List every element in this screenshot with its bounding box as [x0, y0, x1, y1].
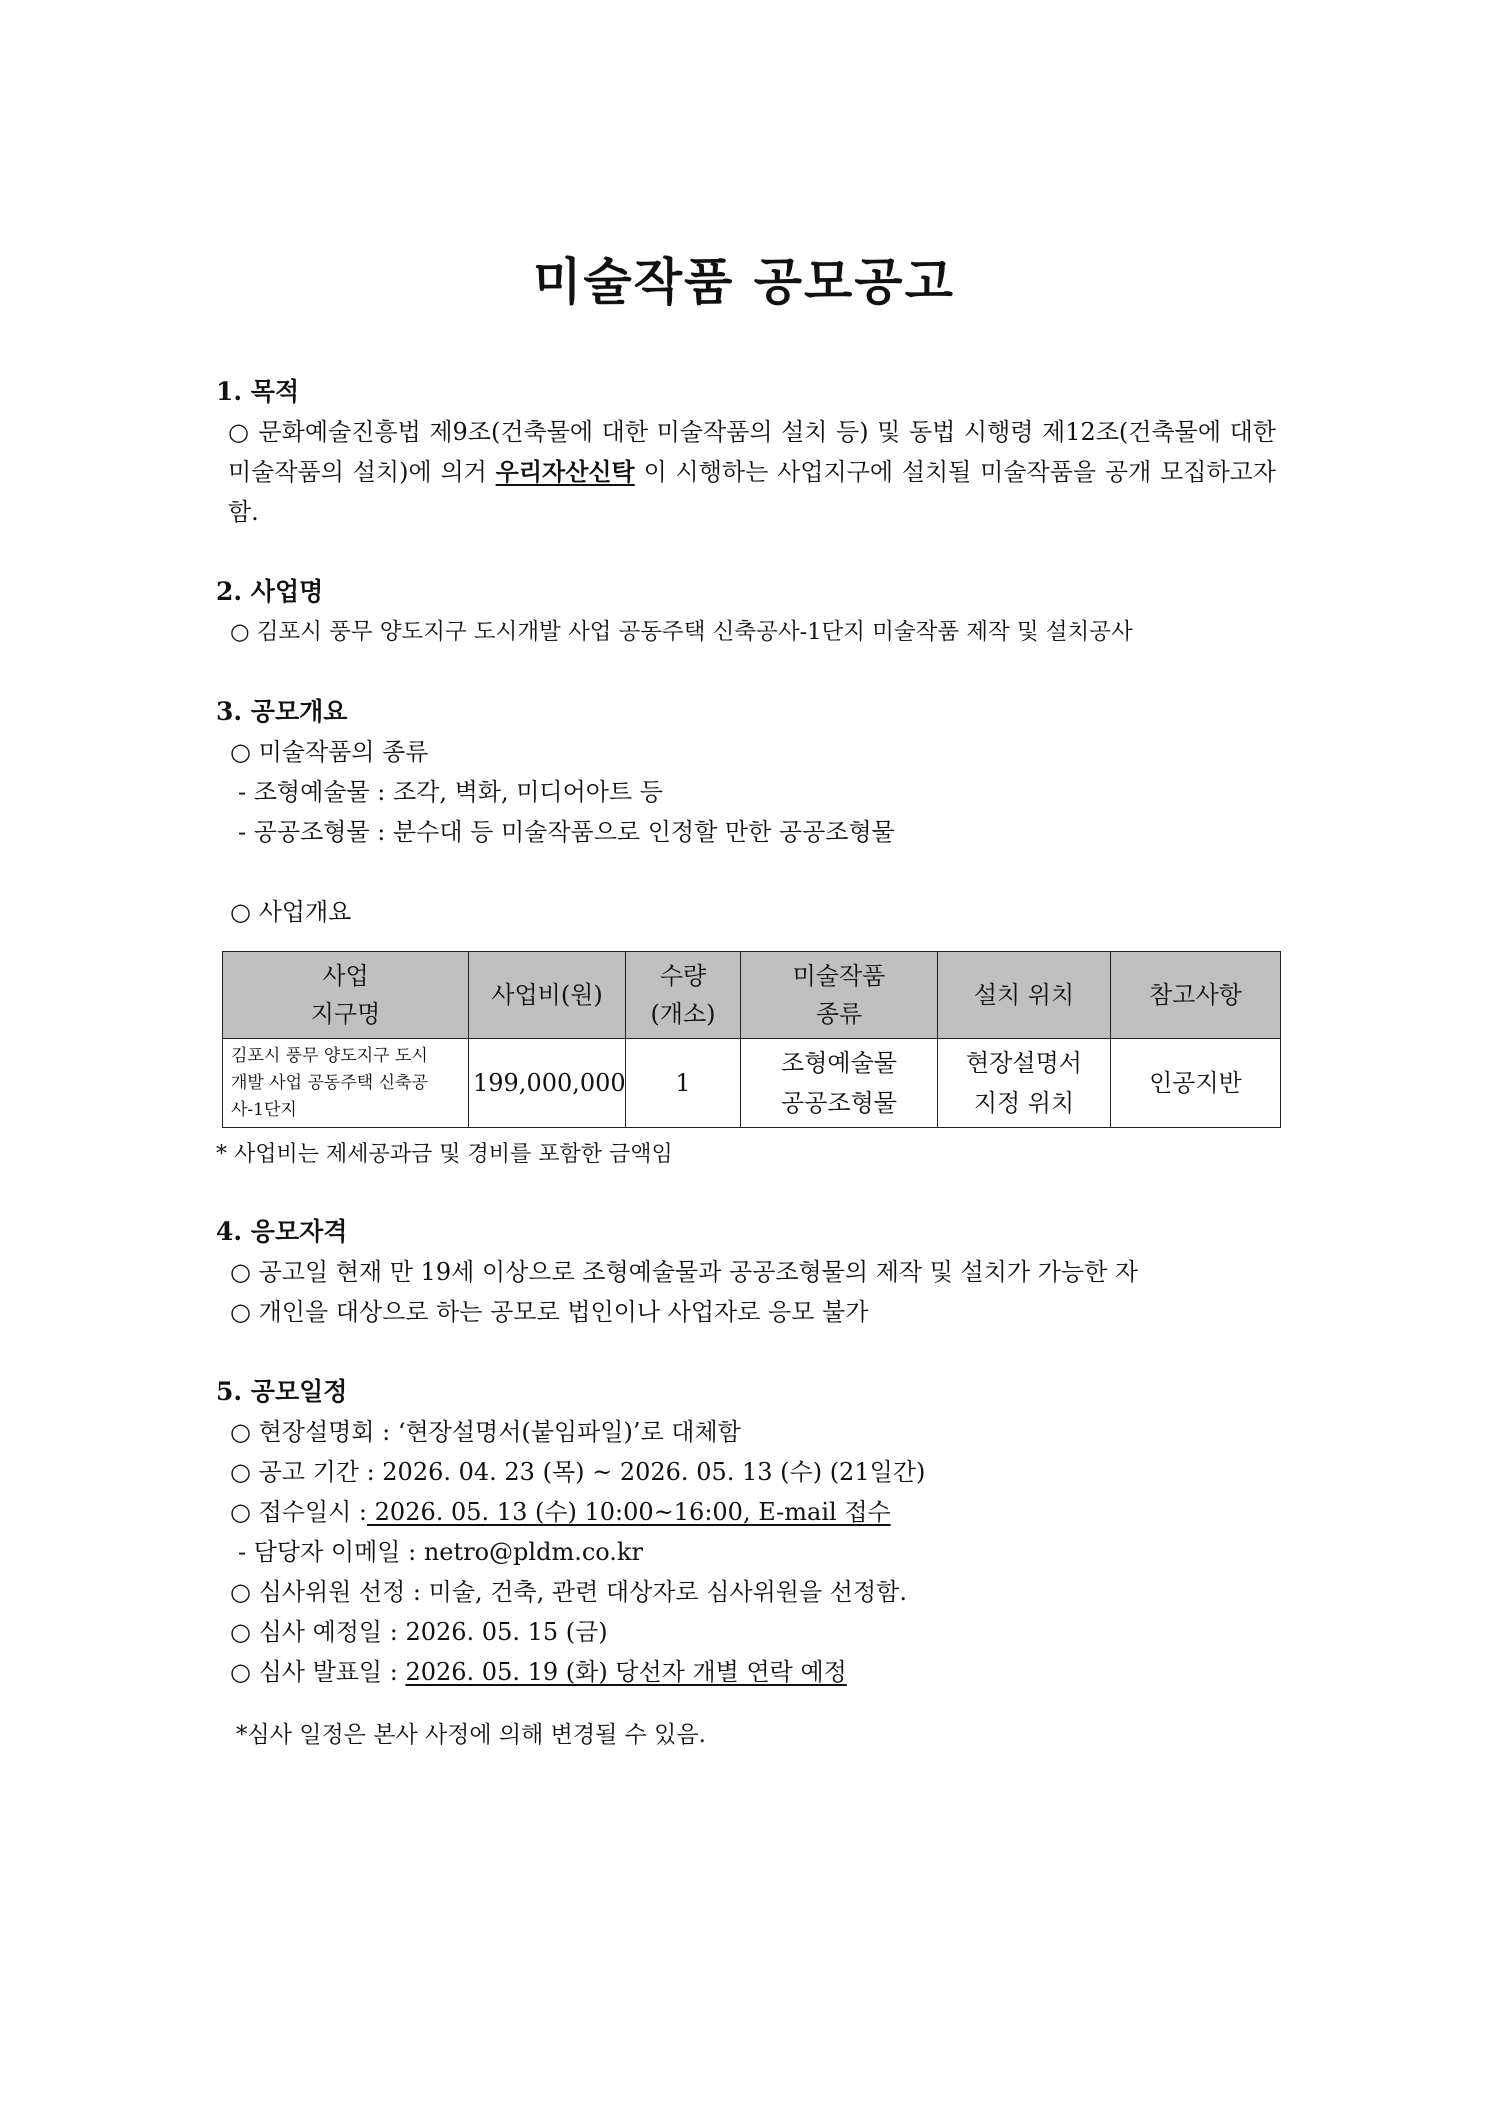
- section-eligibility: [216, 1212, 1276, 1332]
- schedule-briefing: ○ 현장설명회 : ‘현장설명서(붙임파일)’로 대체함: [230, 1418, 741, 1446]
- table-row: [223, 1039, 1281, 1128]
- project-name-line: ○ 김포시 풍무 양도지구 도시개발 사업 공동주택 신축공사-1단지 미술작품 제작 및 설치공사: [230, 619, 1133, 645]
- header-artwork-kind: 미술작품 종류: [741, 952, 938, 1039]
- document-title: 미술작품 공모공고: [533, 253, 955, 311]
- section-purpose: [216, 372, 1276, 532]
- header-quantity: 수량 (개소): [626, 952, 741, 1039]
- section-heading: 5. 공모일정: [216, 1377, 348, 1406]
- cell-quantity: 1: [626, 1039, 741, 1128]
- purpose-text-a: ○ 문화예술진흥법 제9조(건축물에 대한 미술작품의 설치 등) 및 동법 시행령 제12조(건축물에 대한 미술작품의 설치)에 의거: [228, 418, 1276, 486]
- purpose-paragraph: [216, 412, 1276, 532]
- cell-cost: 199,000,000: [469, 1039, 626, 1128]
- purpose-text-b: 이 시행하는 사업지구에 설치될 미술작품을 공개 모집하고자 함.: [228, 458, 1276, 526]
- table-header-row: [223, 952, 1281, 1039]
- section-heading: 1. 목적: [216, 377, 300, 406]
- business-overview-line: ○ 사업개요: [230, 898, 352, 926]
- header-district: 사업 지구명: [223, 952, 469, 1039]
- table-note: * 사업비는 제세공과금 및 경비를 포함한 금액임: [216, 1142, 673, 1167]
- company-name: 우리자산신탁: [495, 457, 635, 486]
- schedule-footnote: *심사 일정은 본사 사정에 의해 변경될 수 있음.: [236, 1722, 706, 1748]
- cell-reference: 인공지반: [1111, 1039, 1281, 1128]
- header-location: 설치 위치: [938, 952, 1111, 1039]
- section-project-name: [216, 572, 1276, 652]
- eligibility-line: ○ 공고일 현재 만 19세 이상으로 조형예술물과 공공조형물의 제작 및 설치가 가능한 자: [230, 1258, 1139, 1286]
- artwork-kinds-line: ○ 미술작품의 종류: [230, 738, 429, 766]
- artwork-kind-item: - 조형예술물 : 조각, 벽화, 미디어아트 등: [238, 778, 663, 806]
- schedule-announcement: ○ 심사 발표일 : 2026. 05. 19 (화) 당선자 개별 연락 예정: [230, 1658, 847, 1686]
- cell-district-name: 김포시 풍무 양도지구 도시 개발 사업 공동주택 신축공 사-1단지: [223, 1039, 469, 1128]
- section-heading: 4. 응모자격: [216, 1217, 348, 1246]
- header-cost: 사업비(원): [469, 952, 626, 1039]
- header-reference: 참고사항: [1111, 952, 1281, 1039]
- eligibility-line: ○ 개인을 대상으로 하는 공모로 법인이나 사업자로 응모 불가: [230, 1298, 869, 1326]
- contact-email-line: - 담당자 이메일 : netro@pldm.co.kr: [238, 1538, 643, 1566]
- schedule-review-date: ○ 심사 예정일 : 2026. 05. 15 (금): [230, 1618, 608, 1646]
- schedule-submission: ○ 접수일시 : 2026. 05. 13 (수) 10:00~16:00, E-mail 접수: [230, 1498, 891, 1526]
- section-overview: [216, 692, 1276, 932]
- cell-artwork-kind: 조형예술물 공공조형물: [741, 1039, 938, 1128]
- business-table: [222, 951, 1281, 1128]
- announcement-date: 2026. 05. 19 (화) 당선자 개별 연락 예정: [405, 1658, 847, 1686]
- section-heading: 2. 사업명: [216, 577, 324, 606]
- submission-datetime: 2026. 05. 13 (수) 10:00~16:00, E-mail 접수: [367, 1498, 891, 1526]
- section-schedule: [216, 1372, 1276, 1692]
- cell-location: 현장설명서 지정 위치: [938, 1039, 1111, 1128]
- artwork-kind-item: - 공공조형물 : 분수대 등 미술작품으로 인정할 만한 공공조형물: [238, 818, 895, 846]
- section-heading: 3. 공모개요: [216, 697, 348, 726]
- schedule-period: ○ 공고 기간 : 2026. 04. 23 (목) ~ 2026. 05. 13 (수) (21일간): [230, 1458, 926, 1486]
- schedule-jury: ○ 심사위원 선정 : 미술, 건축, 관련 대상자로 심사위원을 선정함.: [230, 1578, 907, 1606]
